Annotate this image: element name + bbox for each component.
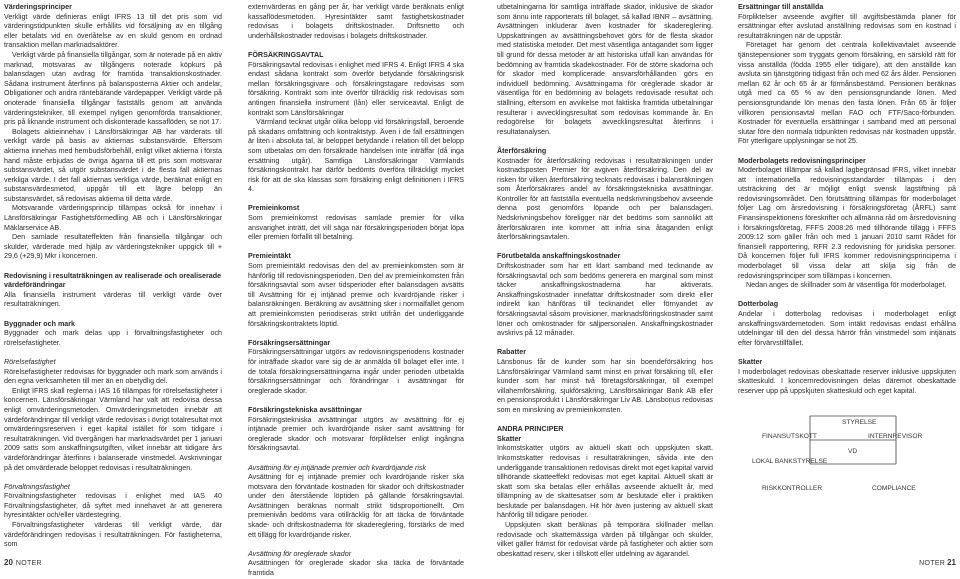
paragraph: Den samlade resultateffekten från finansiella tillgångar och skulder, värderade med hjälp av värderingstekniker uppgick till + 29,6 (+29,9) Mkr i koncernen.	[4, 233, 222, 261]
heading-tekniska-avsattningar: Försäkringstekniska avsättningar	[248, 405, 362, 414]
column-3	[497, 3, 713, 558]
diagram-node-riskkontroller: RISKKONTROLLER	[762, 485, 823, 492]
page-number: 21	[947, 558, 956, 567]
diagram-node-styrelse: STYRELSE	[842, 419, 877, 426]
paragraph: Motsvarande värderingsprincip tillämpas också för innehav i Länsförsäkringar Fastighetsförmedling AB och i Länsförsäkringar Mäklarservice AB.	[4, 204, 222, 232]
heading-redovisning: Redovisning i resultaträkningen av realiserade och orealiserade värdeförändringar	[4, 271, 222, 290]
paragraph: Avsättning för ej intjänade premier och kvardröjande risker ska motsvara den förväntade kostnaden för skador och driftskostnader under den återstående löptiden på gällande försäkringsavtal. Avsättningen beräknas normalt strikt tidsproportionellt. Om premienivån bedöms vara otillräcklig för att täcka de förväntade skade- och driftskostnaderna för skadereglering, förstärks de med ett tillägg för kvardröjande risker.	[248, 473, 464, 539]
page-number: 20	[4, 558, 13, 567]
paragraph: Byggnader och mark delas upp i förvaltningsfastigheter och rörelsefastigheter.	[4, 329, 222, 347]
paragraph: Försäkringsavtal redovisas i enlighet med IFRS 4. Enligt IFRS 4 ska endast sådana kontrakt som överför betydande försäkringsrisk mellan försäkringsgivare och försäkringstagare redovisas som försäkring. Kontrakt som inte överför tillräcklig risk redovisas som antingen finansiella instrument (lån) eller serviceavtal. Enligt de kontrakt som Länsförsäkringar	[248, 60, 464, 117]
paragraph: Länsbonus får de kunder som har sin boendeförsäkring hos Länsförsäkringar Värmland samt minst en privat försäkring till, eller kunder som har minst två företagsförsäkringar, till exempel villahemförsäkring, sjukförsäkring, Länsförsäkringar Bank AB eller en pensionsprodukt i Länsförsäkringar Liv AB. Länsbonus redovisas som en minskning av premieinkomsten.	[497, 357, 713, 414]
subheading-rorelsefastighet: Rörelsefastighet	[4, 357, 56, 366]
diagram-node-internrevisor: INTERNREVISOR	[868, 433, 923, 440]
paragraph: Förpliktelser avseende avgifter till avgiftsbestämda planer för ersättningar efter avslutad anställning redovisas som en kostnad i resultaträkningen när de uppstår.	[738, 12, 956, 40]
paragraph: Driftskostnader som har ett klart samband med tecknande av försäkringsavtal och som bedöms generera en marginal som minst täcker anskaffningskostnaderna har aktiverats. Anskaffningskostnader innefattar driftskostnader som direkt eller indirekt kan hänföras till tecknandet eller förnyandet av försäkringsavtal såsom provisioner, marknadsföringskostnader samt löner och omkostnader för säljpersonalen. Anskaffningskostnader avskrivs på 12 månader.	[497, 262, 713, 338]
subheading-ej-intjanade-premier: Avsättning för ej intjänade premier och kvardröjande risk	[248, 463, 427, 472]
paragraph: Alla finansiella instrument värderas till verkligt värde över resultaträkningen.	[4, 290, 222, 309]
paragraph: Värmland tecknat utgår olika belopp vid försäkringsfall, beroende på skadans omfattning och kontraktstyp. Även i de fall ersättningen är liten i absoluta tal, är beloppet betydande i relation till det belopp som utbetalas om den försäkrade händelsen inte inträffar (då inga ersättning utgår). Samtliga Länsförsäkringar Värmlands försäkringskontrakt har därför bedömts överföra tillräckligt mycket risk för att de ska klassas som försäkring enligt definitionen i IFRS 4.	[248, 118, 464, 194]
paragraph: Andelar i dotterbolag redovisas i moderbolaget enligt anskaffningsvärdemetoden. Som intäkt redovisas endast erhållna utdelningar till den del dessa härrör från vinstmedel som intjänats efter förvärvstillfället.	[738, 310, 956, 347]
paragraph: Avsättningen för oreglerade skador ska täcka de förväntade framtida	[248, 559, 464, 578]
paragraph: Kostnader för återförsäkring redovisas i resultaträkningen under kostnadsposten Premier för avgiven återförsäkring. Den del av risken för vilken återförsäkring tecknats redovisas i balansräkningen som Återförsäkrares andel av försäkringstekniska avsättningar. Kontroller för att fastställa eventuella nedskrivningsbehov avseende denna post genomförs löpande och per balansdagen. Nedskrivningsbehov föreligger när det bedöms som sannolikt att återförsäkraren inte kommer att infria sina åtaganden enligt återförsäkringsavtalen.	[497, 156, 713, 242]
paragraph: Försäkringsersättningar utgörs av redovisningsperiodens kostnader för inträffade skador vare sig de är anmälda till bolaget eller inte. I de totala försäkringsersättningarna ingår under perioden utbetalda försäkringsersättningar och förändringar i avsättningar för oreglerade skador.	[248, 348, 464, 395]
paragraph: Rörelsefastigheter redovisas för byggnader och mark som används i den egna verksamheten till mer än en obetydlig del.	[4, 367, 222, 386]
paragraph: Inkomstskatter utgörs av aktuell skatt och uppskjuten skatt. Inkomstskatter redovisas i resultaträkningen, såvida inte den underliggande transaktionen redovisas direkt mot eget kapital varvid tillhörande skatteeffekt redovisas mot eget kapital. Aktuell skatt är skatt som ska betalas eller erhållas avseende aktuellt år, med tillämpning av de skattesatser som är beslutade eller i praktiken beslutade per balansdagen. Hit hör även justering av aktuell skatt hänförlig till tidigare perioder.	[497, 444, 713, 520]
heading-byggnader: Byggnader och mark	[4, 319, 76, 328]
paragraph: Som premieintäkt redovisas den del av premieinkomsten som är hänförlig till redovisningsperioden. Den del av premieinkomsten från försäkringsavtal som avser tidsperioder efter balansdagen avsätts till Avsättning för ej intjänad premie och kvardröjande risker i balansräkningen. Beräkning av avsättning sker i normalfallet genom att premieinkomsten periodiseras strikt utifrån det underliggande försäkringskontraktets löptid.	[248, 262, 464, 328]
column-2	[248, 3, 464, 578]
paragraph: Verkligt värde definieras enligt IFRS 13 till det pris som vid värderingstidpunkten skulle erhållits vid försäljning av en tillgång eller betalats vid en överlåtelse av en skuld genom en ordnad transaktion mellan marknadsaktörer.	[4, 12, 222, 50]
heading-forsakringsersattningar: Försäkringsersättningar	[248, 338, 331, 347]
heading-ersattningar-anstallda: Ersättningar till anställda	[738, 3, 824, 11]
heading-skatter: Skatter	[497, 434, 522, 443]
column-1	[4, 3, 222, 551]
heading-moderbolagets-principer: Moderbolagets redovisningsprinciper	[738, 156, 866, 165]
diagram-node-compliance: COMPLIANCE	[872, 485, 916, 492]
heading-skatter-moderbolag: Skatter	[738, 357, 763, 366]
paragraph: Företaget har genom det centrala kollektivavtalet avseende tjänstepensioner som tryggats genom försäkring, en särskild rätt för vissa anställda (födda 1955 eller tidigare), att den anställde kan avsluta sin tjänstgöring tidigast från och med 62 års ålder. Pensionen mellan 62 år och 65 år är förmånsbestämd. Pensionen beräknas utgå med ca 65 % av den pensionsgrundande lönen. Med pensionsgrundande lön menas den fasta lönen. Från 65 år följer villkoren pensionsavtal mellan FAO och FTF/Saco-förbunden. Kostnader för eventuella ersättningar i samband med att personal slutar före den normala tidpunkten redovisas när kostnaden uppstår. För ytterligare upplysningar se not 25.	[738, 41, 956, 146]
page-footer-left	[4, 558, 42, 567]
footer-section-label: NOTER	[15, 560, 42, 567]
page-footer-right	[916, 558, 956, 567]
heading-forsakringsavtal: FÖRSÄKRINGSAVTAL	[248, 50, 324, 59]
paragraph: I moderbolaget redovisas obeskattade reserver inklusive uppskjuten skatteskuld. I koncernredovisningen delas däremot obeskattade reserver upp på uppskjuten skatteskuld och eget kapital.	[738, 367, 956, 395]
paragraph: externvärderas en gång per år, har verkligt värde beräknats enligt kassaflödesmetoden. Hyresintäkter samt fastighetskostnader redovisas i bolagets driftskostnader. Driftsnetto och underhållskostnader redovisas i bolagets driftskostnader.	[248, 3, 464, 40]
diagram-node-finansutskott: FINANSUTSKOTT	[762, 433, 817, 440]
paragraph: Moderbolaget tillämpar så kallad lagbegränsad IFRS, vilket innebär att internationella redovisningsstandarder tillämpas i den utsträckning det är möjligt enligt svensk lagstiftning på redovisningsområdet. Den förutsättning tillämpas för moderbolaget följer Lag om årsredovisning i försäkringsföretag (ÅRFL) samt Finansinspektionens föreskrifter och allmänna råd om årsredovisning i försäkringsföretag, FFFS 2008:26 med tillhörande tillägg i FFFS 2009:12 som gäller från och med 1 januari 2010 samt Rådet för finansiell rapportering, RFR 2.3 redovisning för juridiska personer. Då koncernen följer full IFRS kommer redovisningsprinciperna i moderbolaget till vissa delar att skilja sig från de redovisningsprinciper som tillämpas i koncernen.	[738, 166, 956, 280]
paragraph: Nedan anges de skillnader som är väsentliga för moderbolaget.	[746, 281, 947, 290]
subheading-forvaltningsfastighet: Förvaltningsfastighet	[4, 482, 70, 491]
paragraph: Uppskjuten skatt beräknas på temporära skillnader mellan redovisade och skattemässiga värden på tillgångar och skulder, vilket gäller främst för redovisat värde på fastigheter och aktier som obeskattad reserv, sker i tillskott eller utdelning av ägarandel.	[497, 521, 713, 558]
heading-anskaffningskostnader: Förutbetalda anskaffningskostnader	[497, 252, 621, 261]
footer-section-label: NOTER	[919, 560, 946, 567]
heading-premieinkomst: Premieinkomst	[248, 204, 300, 213]
paragraph: Som premieinkomst redovisas samlade premier för vilka ansvarighet inträtt, det vill säga när försäkringsperioden börjat löpa eller premien förfallit till betalning.	[248, 214, 464, 242]
paragraph: utbetalningarna för samtliga inträffade skador, inklusive de skador som ännu inte rapporterats till bolaget, så kallad IBNR – avsättning. Avsättningen inkluderar även kostnader för skadereglering. Uppskattningen av avsättningsbehovet görs för de flesta skador med statistiska metoder. Det mest väsentliga antagandet som ligger till grund för dessa metoder är att historiska utfall kan användas för bedömning av framtida skadekostnader. För de större skadorna och för skador med komplicerade ansvarsförhållanden görs en individuell bedömning. Avsättningarna för oreglerade skador är väsentliga för en bedömning av bolagets redovisade resultat och ställning, eftersom en avvikelse mot faktiska framtida utbetalningar resulterar i avvecklingsresultat som redovisas kommande år. En redogörelse för bolagets avvecklingsresultat återfinns i resultatanalysen.	[497, 3, 713, 136]
heading-aterforsakring: Återförsäkring	[497, 146, 547, 155]
paragraph: Enligt IFRS skall reglerna i IAS 16 tillämpas för rörelsefastigheter i koncernen. Länsförsäkringar Värmland har valt att redovisa dessa enligt omvärderingsmetoden. Omvärderingsmetoden innebär att värdeförändringar till verkligt värde redovisas i övrigt totalresultat mot omvärderingsreserven i eget kapital istället för som tidigare i resultaträkningen. Vid övergången har marknadsvärdet per 1 januari 2009 satts som anskaffningsutgiften, vilket innebär att tidigare års värdeförändringar återfinns i balanserade vinstmedel. Avskrivningar på det omvärderade beloppet redovisas i resultaträkningen.	[4, 386, 222, 472]
organization-diagram	[738, 408, 956, 494]
subheading-oreglerade-skador: Avsättning för oreglerade skador	[248, 549, 352, 558]
paragraph: Förvaltningsfastigheter värderas till verkligt värde, där värdeförändringen redovisas i resultaträkningen. För fastigheterna, som	[4, 521, 222, 549]
heading-vardering: Värderingsprinciper	[4, 3, 72, 11]
heading-premieintakt: Premieintäkt	[248, 252, 291, 261]
paragraph: Verkligt värde på finansiella tillgångar, som är noterade på en aktiv marknad, motsvaras av tillgångens noterade köpkurs på balansdagen utan avdrag för framtida transaktionskostnader. Sådana instrument återfinns på balansposterna Aktier och andelar, Obligationer och andra räntebärande värdepapper. Verkligt värde på onoterade finansiella tillgångar fastställs genom att använda värderingstekniker, till exempel nyligen genomförda transaktioner, pris på liknande instrument och diskonterade kassaflöden, se not 17.	[4, 50, 222, 127]
diagram-node-lokal-bankstyrelse: LOKAL BANKSTYRELSE	[752, 458, 828, 465]
heading-dotterbolag: Dotterbolag	[738, 300, 779, 309]
diagram-node-vd: VD	[848, 448, 858, 455]
heading-andra-principer: ANDRA PRINCIPER	[497, 425, 564, 434]
paragraph: Försäkringstekniska avsättningar utgörs av avsättning för ej intjänade premier och kvardröjande risker samt avsättning för oreglerade skador och motsvarar förpliktelser enligt ingångna försäkringsavtal.	[248, 415, 464, 453]
heading-rabatter: Rabatter	[497, 348, 526, 357]
paragraph: Bolagets aktieinnehav i Länsförsäkringar AB har värderats till verkligt värde på basis av aktiernas substansvärde. Eftersom aktierna innehas med hembudsförbehåll, enligt vilket aktierna i första hand måste erbjudas de övriga ägarna till ett pris som motsvarar substansvärdet, så utgör substansvärdet i de flesta fall aktiernas verkliga värde. I det fall aktiernas verkliga värde, beräknat enligt en substansvärdesmetod, uppgår till ett lägre belopp än substansvärdet, så redovisas aktierna till detta värde.	[4, 127, 222, 203]
paragraph: Förvaltningsfastigheter redovisas i enlighet med IAS 40 Förvaltningsfastigheter, då syftet med innehavet är att generera hyresintäkter och/eller värdestegring.	[4, 492, 222, 520]
